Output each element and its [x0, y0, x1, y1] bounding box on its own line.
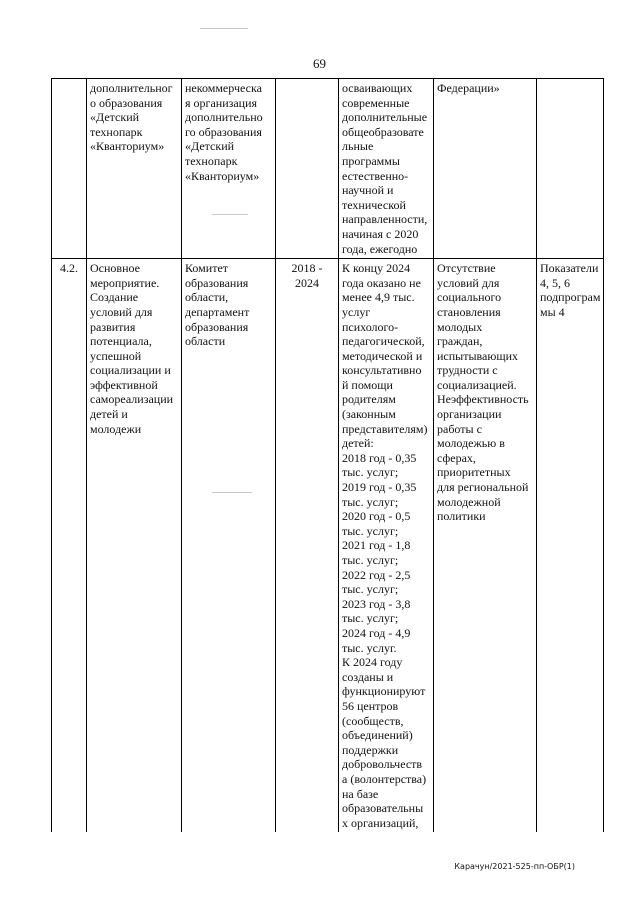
period-cell	[276, 79, 339, 259]
result-cell: К концу 2024 года оказано не менее 4,9 тыс. услуг психолого- педагогической, методической и консультативно й помощи родителям (законным представителям) детей: 2018 год - 0,35 тыс. услуг; 2019 год - 0,35 тыс. услуг; 2020 год - 0,5 тыс. услуг; 2021 год - 1,8 тыс. услуг; 2022 год - 2,5 тыс. услуг; 2023 год - 3,8 тыс. услуг; 2024 год - 4,9 тыс. услуг. К 2024 году созданы и функционируют 56 центров (сообществ, объединений) поддержки добровольчеств а (волонтерства) на базе образовательны х организаций,	[339, 259, 434, 833]
activity-cell: Основное мероприятие. Создание условий для развития потенциала, успешной социализации и эффективной самореализации детей и молодежи	[87, 259, 182, 833]
activity-cell: дополнительног о образования «Детский технопарк «Кванториум»	[87, 79, 182, 259]
table-row	[52, 259, 604, 833]
period-cell: 2018 - 2024	[276, 259, 339, 833]
executor-cell: Комитет образования области, департамент образования области	[182, 259, 276, 833]
table-row	[52, 79, 604, 259]
activities-table	[51, 78, 604, 832]
page-number: 69	[313, 56, 326, 71]
executor-cell: некоммерческа я организация дополнительно го образования «Детский технопарк «Кванториум»	[182, 79, 276, 259]
result-cell: осваивающих современные дополнительные общеобразовате льные программы естественно- научной и технической направленности, начиная с 2020 года, ежегодно	[339, 79, 434, 259]
risks-cell: Отсутствие условий для социального становления молодых граждан, испытывающих трудности с социализацией. Неэффективность организации работы с молодежью в сферах, приоритетных для региональной молодежной политики	[434, 259, 537, 833]
document-code: Карачун/2021-525-пп-ОБР(1)	[454, 862, 575, 871]
indicators-cell	[537, 79, 604, 259]
risks-cell: Федерации»	[434, 79, 537, 259]
scan-artifact-line	[200, 28, 248, 29]
item-number-cell	[52, 79, 87, 259]
indicators-cell: Показатели 4, 5, 6 подпрограм мы 4	[537, 259, 604, 833]
item-number-cell: 4.2.	[52, 259, 87, 833]
